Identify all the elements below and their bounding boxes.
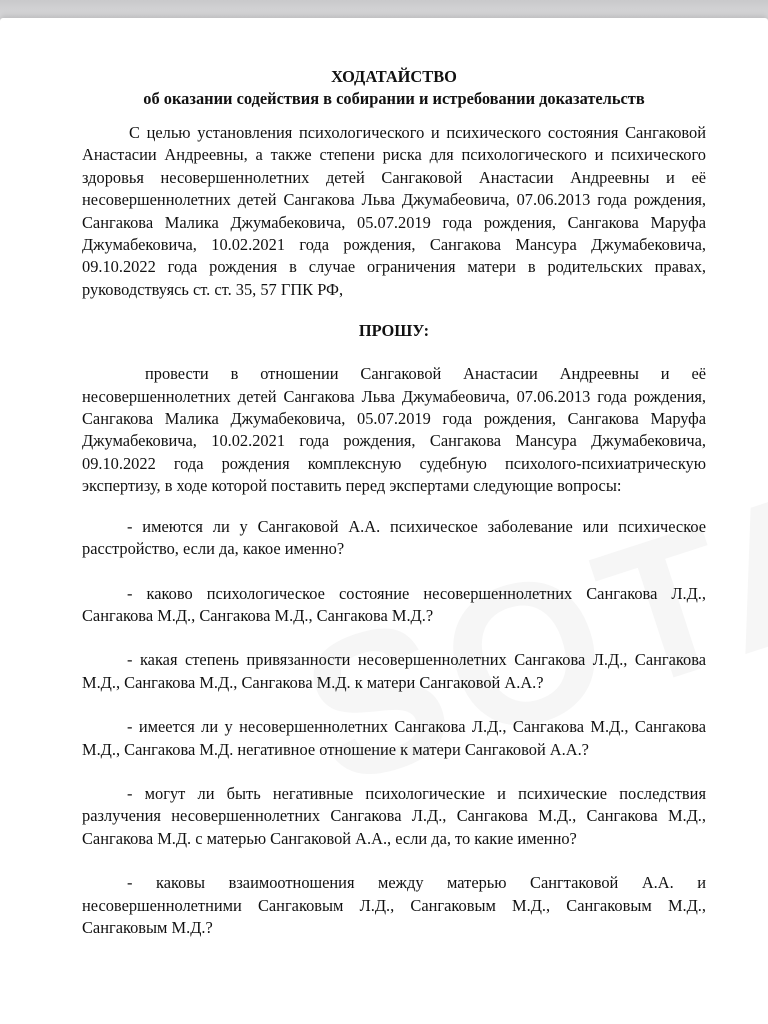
- question-item: - могут ли быть негативные психологические и психические последствия разлучения несовершеннолетних Сангакова Л.Д., Сангакова М.Д., Сангакова М.Д., Сангакова М.Д. с матерью Сангаковой А.А., если да, то какие именно?: [82, 783, 706, 848]
- question-item: - имеются ли у Сангаковой А.А. психическое заболевание или психическое расстройство, если да, какое именно?: [82, 516, 706, 559]
- question-item: - какая степень привязанности несовершеннолетних Сангакова Л.Д., Сангакова М.Д., Сангакова М.Д., Сангакова М.Д. к матери Сангаковой А.А.?: [82, 650, 706, 692]
- document-title: ХОДАТАЙСТВО: [331, 67, 457, 86]
- intro-paragraph: С целью установления психологического и психического состояния Сангаковой Анастасии Андреевны, а также степени риска для психологического и психического здоровья несовершеннолетних детей Сангаковой Анастасии Андреевны и её несовершеннолетних детей Сангакова Льва Джумабеовича, 07.06.2013 года рождения, Сангакова Малика Джумабековича, 05.07.2019 года рождения, Сангакова Маруфа Джумабековича, 10.02.2021 года рождения, Сангакова Мансура Джумабековича, 09.10.2022 года рождения в случае ограничения матери в родительских правах, руководствуясь ст. ст. 35, 57 ГПК РФ,: [82, 123, 706, 299]
- question-item: - каково психологическое состояние несовершеннолетних Сангакова Л.Д., Сангакова М.Д., Сангакова М.Д., Сангакова М.Д.?: [82, 583, 706, 625]
- question-item: - каковы взаимоотношения между матерью Сангтаковой А.А. и несовершеннолетними Сангаковым Л.Д., Сангаковым М.Д., Сангаковым М.Д., Сангаковым М.Д.?: [82, 873, 706, 937]
- document-page: [0, 18, 768, 1024]
- question-item: - имеется ли у несовершеннолетних Сангакова Л.Д., Сангакова М.Д., Сангакова М.Д., Сангакова М.Д. негативное отношение к матери Сангаковой А.А.?: [82, 717, 706, 759]
- request-paragraph: провести в отношении Сангаковой Анастасии Андреевны и её несовершеннолетних детей Сангакова Льва Джумабеовича, 07.06.2013 года рождения, Сангакова Малика Джумабековича, 05.07.2019 года рождения, Сангакова Маруфа Джумабековича, 10.02.2021 года рождения, Сангакова Мансура Джумабековича, 09.10.2022 года рождения комплексную судебную психолого-психиатрическую экспертизу, в ходе которой поставить перед экспертами следующие вопросы:: [82, 364, 706, 496]
- request-heading: ПРОШУ:: [358, 321, 430, 341]
- document-body: [82, 66, 706, 939]
- document-subtitle: об оказании содействия в собирании и истребовании доказательств: [143, 89, 645, 108]
